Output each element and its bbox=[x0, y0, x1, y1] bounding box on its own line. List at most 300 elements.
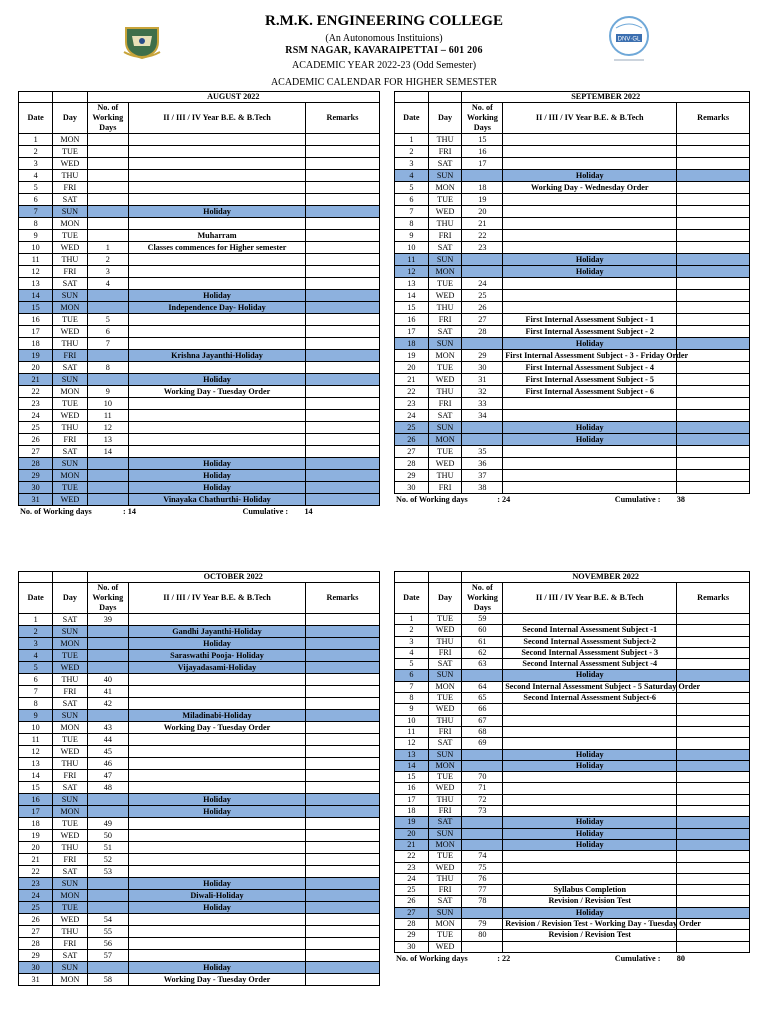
remarks-cell bbox=[305, 746, 379, 758]
day-cell: TUE bbox=[428, 693, 462, 704]
holiday-row bbox=[19, 962, 380, 974]
remarks-cell bbox=[305, 866, 379, 878]
event-cell: Revision / Revision Test bbox=[503, 930, 677, 941]
working-day-cell: 70 bbox=[462, 772, 503, 783]
event-cell: Diwali-Holiday bbox=[129, 890, 306, 902]
date-cell: 8 bbox=[19, 698, 53, 710]
program-header: II / III / IV Year B.E. & B.Tech bbox=[503, 103, 677, 134]
day-row bbox=[395, 726, 750, 737]
day-cell: TUE bbox=[53, 482, 87, 494]
event-cell bbox=[503, 290, 677, 302]
day-cell: FRI bbox=[428, 885, 462, 896]
date-cell: 30 bbox=[19, 482, 53, 494]
event-cell: Holiday bbox=[129, 794, 306, 806]
date-cell: 19 bbox=[19, 830, 53, 842]
remarks-cell bbox=[305, 374, 379, 386]
working-day-cell: 26 bbox=[462, 302, 503, 314]
working-day-cell: 53 bbox=[87, 866, 129, 878]
day-row bbox=[395, 374, 750, 386]
date-cell: 22 bbox=[19, 386, 53, 398]
day-row bbox=[395, 410, 750, 422]
day-row bbox=[19, 362, 380, 374]
working-day-cell: 12 bbox=[87, 422, 129, 434]
day-cell: FRI bbox=[53, 182, 87, 194]
day-cell: SUN bbox=[428, 422, 462, 434]
day-row bbox=[19, 974, 380, 986]
day-cell: WED bbox=[53, 326, 87, 338]
event-cell bbox=[503, 458, 677, 470]
event-cell: Holiday bbox=[503, 749, 677, 760]
remarks-cell bbox=[305, 266, 379, 278]
day-row bbox=[19, 674, 380, 686]
remarks-cell bbox=[305, 422, 379, 434]
remarks-cell bbox=[677, 158, 750, 170]
day-cell: MON bbox=[428, 350, 462, 362]
remarks-cell bbox=[677, 930, 750, 941]
academic-year: ACADEMIC YEAR 2022-23 (Odd Semester) bbox=[291, 60, 477, 71]
day-cell: WED bbox=[428, 783, 462, 794]
college-subtitle: (An Autonomous Instituions) bbox=[325, 33, 443, 44]
date-cell: 8 bbox=[19, 218, 53, 230]
day-row bbox=[19, 722, 380, 734]
remarks-cell bbox=[305, 194, 379, 206]
event-cell bbox=[129, 950, 306, 962]
day-row bbox=[19, 134, 380, 146]
date-cell: 8 bbox=[395, 218, 429, 230]
header-row bbox=[19, 583, 380, 614]
date-cell: 24 bbox=[19, 410, 53, 422]
event-cell bbox=[503, 794, 677, 805]
date-cell: 13 bbox=[395, 278, 429, 290]
working-day-cell: 32 bbox=[462, 386, 503, 398]
working-day-cell: 51 bbox=[87, 842, 129, 854]
date-cell: 14 bbox=[19, 770, 53, 782]
holiday-row bbox=[395, 338, 750, 350]
date-cell: 4 bbox=[395, 170, 429, 182]
event-cell: First Internal Assessment Subject - 1 bbox=[503, 314, 677, 326]
summary-value: : 14 bbox=[122, 507, 136, 516]
event-cell: Working Day - Tuesday Order bbox=[129, 386, 306, 398]
day-cell: SUN bbox=[428, 170, 462, 182]
event-cell: Vijayadasami-Holiday bbox=[129, 662, 306, 674]
day-cell: WED bbox=[428, 458, 462, 470]
day-cell: THU bbox=[53, 926, 87, 938]
date-cell: 16 bbox=[19, 314, 53, 326]
day-cell: TUE bbox=[428, 362, 462, 374]
month-title: SEPTEMBER 2022 bbox=[462, 92, 750, 103]
day-row bbox=[19, 314, 380, 326]
date-cell: 6 bbox=[19, 194, 53, 206]
date-cell: 19 bbox=[395, 817, 429, 828]
remarks-cell bbox=[305, 470, 379, 482]
day-row bbox=[395, 614, 750, 625]
day-row bbox=[19, 950, 380, 962]
day-cell: WED bbox=[428, 941, 462, 952]
date-cell: 18 bbox=[19, 818, 53, 830]
event-cell: First Internal Assessment Subject - 3 - Friday Order bbox=[503, 350, 677, 362]
holiday-row bbox=[395, 254, 750, 266]
working-day-cell bbox=[87, 494, 129, 506]
date-cell: 21 bbox=[395, 839, 429, 850]
working-day-cell: 49 bbox=[87, 818, 129, 830]
date-cell: 21 bbox=[395, 374, 429, 386]
day-row bbox=[395, 930, 750, 941]
date-cell: 2 bbox=[19, 626, 53, 638]
remarks-cell bbox=[305, 890, 379, 902]
holiday-row bbox=[19, 374, 380, 386]
working-day-cell bbox=[87, 902, 129, 914]
event-cell: Revision / Revision Test bbox=[503, 896, 677, 907]
remarks-cell bbox=[305, 722, 379, 734]
working-day-cell: 30 bbox=[462, 362, 503, 374]
month-title: OCTOBER 2022 bbox=[87, 572, 379, 583]
date-cell: 9 bbox=[19, 710, 53, 722]
event-cell bbox=[503, 614, 677, 625]
event-cell bbox=[129, 170, 306, 182]
holiday-row bbox=[19, 890, 380, 902]
date-cell: 7 bbox=[19, 206, 53, 218]
remarks-cell bbox=[677, 693, 750, 704]
day-cell: MON bbox=[53, 722, 87, 734]
remarks-cell bbox=[305, 242, 379, 254]
date-cell: 4 bbox=[19, 170, 53, 182]
day-cell: TUE bbox=[53, 230, 87, 242]
event-cell: Holiday bbox=[503, 670, 677, 681]
date-cell: 12 bbox=[395, 266, 429, 278]
holiday-row bbox=[19, 494, 380, 506]
event-cell: Second Internal Assessment Subject-6 bbox=[503, 693, 677, 704]
remarks-cell bbox=[305, 674, 379, 686]
day-cell: SUN bbox=[53, 290, 87, 302]
event-cell bbox=[129, 158, 306, 170]
day-cell: TUE bbox=[428, 930, 462, 941]
working-day-cell: 31 bbox=[462, 374, 503, 386]
day-cell: SUN bbox=[428, 828, 462, 839]
day-cell: SUN bbox=[53, 374, 87, 386]
blank-cell bbox=[395, 92, 429, 103]
event-cell: First Internal Assessment Subject - 4 bbox=[503, 362, 677, 374]
date-cell: 8 bbox=[395, 693, 429, 704]
day-row bbox=[19, 386, 380, 398]
event-cell bbox=[129, 830, 306, 842]
remarks-header: Remarks bbox=[677, 103, 750, 134]
date-cell: 29 bbox=[19, 950, 53, 962]
remarks-cell bbox=[677, 749, 750, 760]
date-cell: 5 bbox=[395, 659, 429, 670]
event-cell: Holiday bbox=[503, 254, 677, 266]
day-cell: WED bbox=[428, 374, 462, 386]
date-cell: 29 bbox=[395, 930, 429, 941]
calendar-title: ACADEMIC CALENDAR FOR HIGHER SEMESTER bbox=[270, 77, 498, 88]
remarks-cell bbox=[305, 806, 379, 818]
day-header: Day bbox=[53, 103, 87, 134]
event-cell: Holiday bbox=[129, 470, 306, 482]
remarks-cell bbox=[677, 386, 750, 398]
date-cell: 26 bbox=[395, 434, 429, 446]
event-cell: First Internal Assessment Subject - 6 bbox=[503, 386, 677, 398]
day-cell: FRI bbox=[53, 770, 87, 782]
event-cell bbox=[503, 726, 677, 737]
date-header: Date bbox=[19, 583, 53, 614]
working-day-cell bbox=[462, 422, 503, 434]
working-day-cell: 23 bbox=[462, 242, 503, 254]
event-cell bbox=[129, 782, 306, 794]
date-cell: 28 bbox=[395, 458, 429, 470]
day-row bbox=[395, 636, 750, 647]
working-day-cell bbox=[87, 230, 129, 242]
day-row bbox=[19, 770, 380, 782]
date-cell: 6 bbox=[19, 674, 53, 686]
day-cell: TUE bbox=[428, 614, 462, 625]
day-row bbox=[19, 698, 380, 710]
event-cell bbox=[503, 194, 677, 206]
event-cell: Holiday bbox=[129, 374, 306, 386]
event-cell: Holiday bbox=[129, 290, 306, 302]
working-day-cell: 47 bbox=[87, 770, 129, 782]
event-cell bbox=[129, 746, 306, 758]
holiday-row bbox=[19, 650, 380, 662]
date-cell: 17 bbox=[395, 794, 429, 805]
remarks-cell bbox=[677, 647, 750, 658]
date-cell: 24 bbox=[19, 890, 53, 902]
remarks-cell bbox=[305, 278, 379, 290]
event-cell bbox=[503, 446, 677, 458]
day-cell: SUN bbox=[53, 458, 87, 470]
day-cell: FRI bbox=[428, 726, 462, 737]
date-cell: 22 bbox=[19, 866, 53, 878]
holiday-row bbox=[19, 458, 380, 470]
working-day-cell bbox=[87, 878, 129, 890]
day-row bbox=[395, 182, 750, 194]
working-day-cell bbox=[87, 218, 129, 230]
date-cell: 1 bbox=[19, 614, 53, 626]
working-days-header: No. of Working Days bbox=[462, 103, 503, 134]
event-cell bbox=[129, 866, 306, 878]
remarks-cell bbox=[677, 422, 750, 434]
holiday-row bbox=[395, 817, 750, 828]
day-cell: SUN bbox=[428, 749, 462, 760]
working-day-cell bbox=[462, 434, 503, 446]
day-cell: MON bbox=[53, 386, 87, 398]
remarks-cell bbox=[305, 626, 379, 638]
working-days-header: No. of Working Days bbox=[462, 583, 503, 614]
working-day-cell: 60 bbox=[462, 625, 503, 636]
day-row bbox=[19, 938, 380, 950]
working-day-cell bbox=[87, 650, 129, 662]
day-cell: FRI bbox=[53, 434, 87, 446]
working-day-cell: 39 bbox=[87, 614, 129, 626]
working-day-cell: 55 bbox=[87, 926, 129, 938]
remarks-cell bbox=[677, 374, 750, 386]
remarks-cell bbox=[305, 926, 379, 938]
holiday-row bbox=[19, 878, 380, 890]
event-cell bbox=[129, 842, 306, 854]
holiday-row bbox=[395, 907, 750, 918]
day-cell: MON bbox=[428, 434, 462, 446]
day-cell: SAT bbox=[428, 817, 462, 828]
event-cell bbox=[129, 734, 306, 746]
event-cell bbox=[129, 326, 306, 338]
day-cell: THU bbox=[428, 218, 462, 230]
remarks-cell bbox=[677, 278, 750, 290]
working-day-cell: 68 bbox=[462, 726, 503, 737]
day-cell: SUN bbox=[53, 710, 87, 722]
working-day-cell: 74 bbox=[462, 851, 503, 862]
remarks-cell bbox=[677, 783, 750, 794]
day-row bbox=[19, 686, 380, 698]
day-cell: MON bbox=[428, 182, 462, 194]
event-cell: Vinayaka Chathurthi- Holiday bbox=[129, 494, 306, 506]
working-day-cell: 22 bbox=[462, 230, 503, 242]
working-day-cell bbox=[462, 817, 503, 828]
month-title-row bbox=[19, 572, 380, 583]
date-cell: 18 bbox=[395, 338, 429, 350]
event-cell: Holiday bbox=[129, 458, 306, 470]
day-cell: FRI bbox=[53, 854, 87, 866]
date-cell: 20 bbox=[395, 828, 429, 839]
remarks-cell bbox=[305, 350, 379, 362]
working-day-cell: 48 bbox=[87, 782, 129, 794]
event-cell bbox=[129, 218, 306, 230]
working-day-cell: 77 bbox=[462, 885, 503, 896]
holiday-row bbox=[395, 266, 750, 278]
remarks-cell bbox=[305, 290, 379, 302]
remarks-cell bbox=[677, 230, 750, 242]
working-day-cell: 24 bbox=[462, 278, 503, 290]
remarks-cell bbox=[677, 470, 750, 482]
day-row bbox=[395, 482, 750, 494]
remarks-cell bbox=[677, 760, 750, 771]
remarks-cell bbox=[677, 715, 750, 726]
day-cell: SAT bbox=[53, 362, 87, 374]
remarks-cell bbox=[677, 146, 750, 158]
holiday-row bbox=[19, 470, 380, 482]
working-day-cell: 5 bbox=[87, 314, 129, 326]
date-cell: 16 bbox=[395, 314, 429, 326]
remarks-cell bbox=[305, 974, 379, 986]
day-row bbox=[395, 873, 750, 884]
calendar-table bbox=[18, 91, 380, 506]
day-cell: FRI bbox=[428, 314, 462, 326]
event-cell: Holiday bbox=[129, 806, 306, 818]
event-cell bbox=[129, 854, 306, 866]
working-day-cell: 67 bbox=[462, 715, 503, 726]
day-cell: SUN bbox=[428, 338, 462, 350]
remarks-cell bbox=[305, 158, 379, 170]
event-cell: Holiday bbox=[503, 266, 677, 278]
event-cell: Holiday bbox=[129, 962, 306, 974]
day-row bbox=[395, 470, 750, 482]
day-cell: FRI bbox=[428, 647, 462, 658]
document-header bbox=[0, 0, 768, 92]
remarks-cell bbox=[305, 254, 379, 266]
day-row bbox=[395, 862, 750, 873]
day-cell: MON bbox=[53, 974, 87, 986]
working-days-summary bbox=[18, 506, 380, 517]
date-cell: 14 bbox=[395, 760, 429, 771]
event-cell: Second Internal Assessment Subject -1 bbox=[503, 625, 677, 636]
day-cell: FRI bbox=[428, 230, 462, 242]
day-cell: SAT bbox=[53, 698, 87, 710]
remarks-cell bbox=[677, 772, 750, 783]
day-cell: SUN bbox=[428, 907, 462, 918]
working-day-cell bbox=[462, 760, 503, 771]
event-cell bbox=[129, 266, 306, 278]
remarks-cell bbox=[305, 878, 379, 890]
day-row bbox=[395, 194, 750, 206]
working-day-cell bbox=[87, 710, 129, 722]
working-day-cell: 1 bbox=[87, 242, 129, 254]
event-cell bbox=[129, 254, 306, 266]
day-cell: MON bbox=[53, 218, 87, 230]
cumulative-label: Cumulative : bbox=[614, 495, 661, 504]
day-cell: MON bbox=[428, 266, 462, 278]
remarks-cell bbox=[305, 662, 379, 674]
month-title: NOVEMBER 2022 bbox=[462, 572, 750, 583]
day-cell: SAT bbox=[428, 326, 462, 338]
working-day-cell: 71 bbox=[462, 783, 503, 794]
remarks-cell bbox=[305, 698, 379, 710]
cumulative-value: 14 bbox=[304, 507, 313, 516]
date-cell: 19 bbox=[395, 350, 429, 362]
remarks-cell bbox=[305, 830, 379, 842]
working-day-cell: 76 bbox=[462, 873, 503, 884]
event-cell: Holiday bbox=[129, 482, 306, 494]
working-day-cell bbox=[87, 794, 129, 806]
day-cell: MON bbox=[53, 806, 87, 818]
holiday-row bbox=[19, 638, 380, 650]
working-day-cell bbox=[87, 350, 129, 362]
working-day-cell bbox=[87, 470, 129, 482]
summary-label: No. of Working days bbox=[20, 507, 92, 516]
event-cell bbox=[129, 770, 306, 782]
working-day-cell bbox=[87, 662, 129, 674]
holiday-row bbox=[19, 290, 380, 302]
day-row bbox=[395, 302, 750, 314]
day-cell: THU bbox=[53, 338, 87, 350]
remarks-cell bbox=[305, 206, 379, 218]
day-row bbox=[395, 647, 750, 658]
day-cell: FRI bbox=[428, 806, 462, 817]
event-cell: Holiday bbox=[503, 170, 677, 182]
working-day-cell: 4 bbox=[87, 278, 129, 290]
remarks-header: Remarks bbox=[305, 583, 379, 614]
event-cell bbox=[503, 230, 677, 242]
date-cell: 5 bbox=[395, 182, 429, 194]
event-cell: Krishna Jayanthi-Holiday bbox=[129, 350, 306, 362]
event-cell bbox=[129, 698, 306, 710]
day-cell: TUE bbox=[53, 902, 87, 914]
event-cell: Miladinabi-Holiday bbox=[129, 710, 306, 722]
calendar-table bbox=[394, 571, 750, 953]
working-day-cell: 45 bbox=[87, 746, 129, 758]
working-day-cell: 62 bbox=[462, 647, 503, 658]
working-day-cell: 78 bbox=[462, 896, 503, 907]
holiday-row bbox=[395, 760, 750, 771]
day-cell: MON bbox=[53, 470, 87, 482]
working-day-cell: 64 bbox=[462, 681, 503, 692]
date-cell: 23 bbox=[19, 878, 53, 890]
day-cell: TUE bbox=[428, 851, 462, 862]
event-cell: Holiday bbox=[129, 878, 306, 890]
remarks-cell bbox=[677, 794, 750, 805]
event-cell bbox=[129, 938, 306, 950]
event-cell bbox=[129, 146, 306, 158]
remarks-cell bbox=[305, 398, 379, 410]
date-cell: 11 bbox=[19, 734, 53, 746]
day-cell: MON bbox=[428, 839, 462, 850]
day-cell: THU bbox=[428, 715, 462, 726]
